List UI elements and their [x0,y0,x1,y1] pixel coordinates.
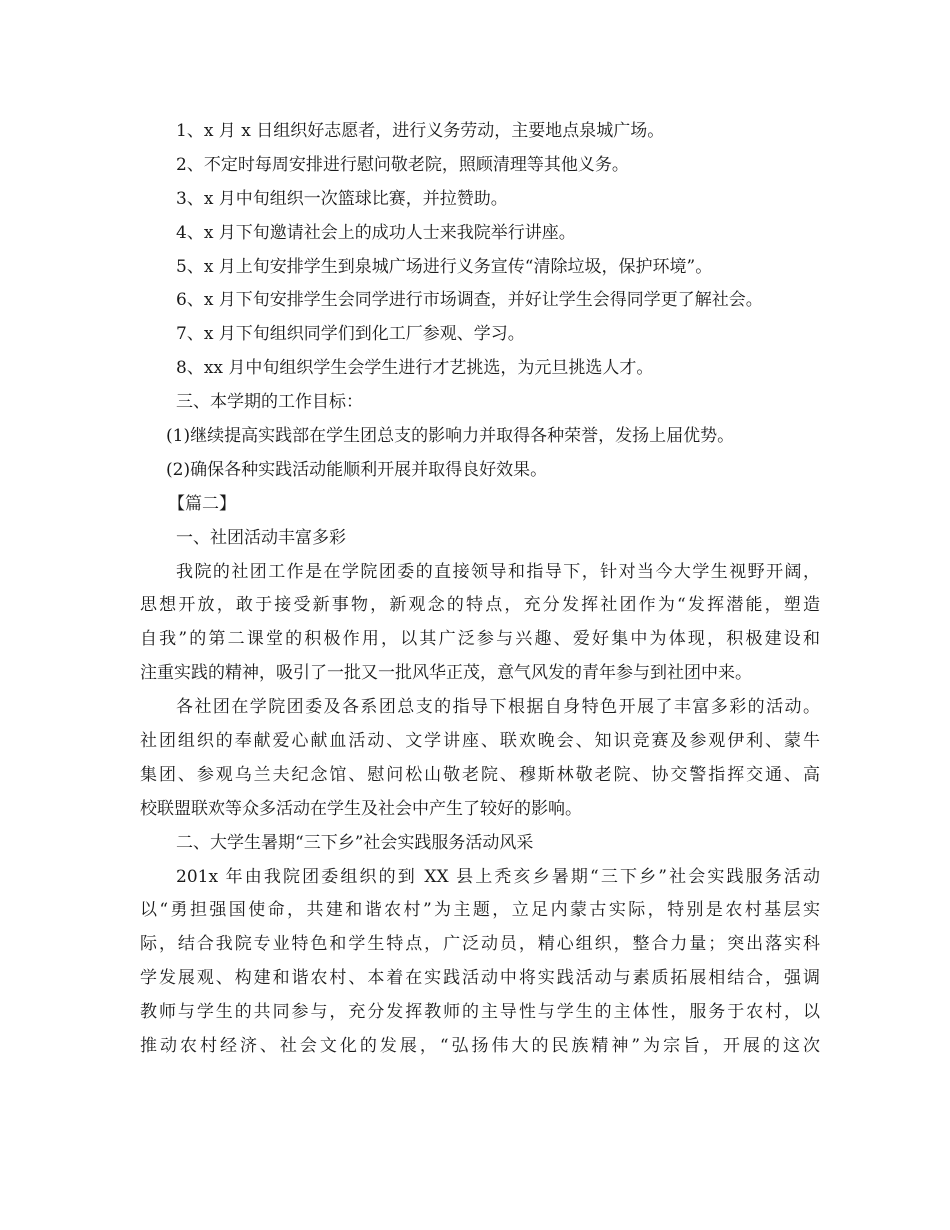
document-body [0,115,950,1064]
paragraph-two-line: 集团、参观乌兰夫纪念馆、慰问松山敬老院、穆斯林敬老院、协交警指挥交通、高 [140,764,820,785]
list-item: 5、x 月上旬安排学生到泉城广场进行义务宣传“清除垃圾，保护环境”。 [176,256,713,277]
paragraph-two-line: 校联盟联欢等众多活动在学生及社会中产生了较好的影响。 [140,798,582,819]
section-one-heading: 一、社团活动丰富多彩 [176,527,346,548]
list-item: 2、不定时每周安排进行慰问敬老院，照顾清理等其他义务。 [176,154,629,175]
goal-item: (1)继续提高实践部在学生团总支的影响力并取得各种荣誉，发扬上届优势。 [166,426,735,447]
paragraph-three-line: 以“勇担强国使命，共建和谐农村”为主题，立足内蒙古实际，特别是农村基层实 [140,900,820,921]
list-item: 6、x 月下旬安排学生会同学进行市场调查，并好让学生会得同学更了解社会。 [176,290,763,311]
paragraph-one-line: 我院的社团工作是在学院团委的直接领导和指导下，针对当今大学生视野开阔， [176,561,820,582]
list-item: 3、x 月中旬组织一次篮球比赛，并拉赞助。 [176,188,508,209]
part-two-label: 【篇二】 [168,493,236,514]
paragraph-three-line: 学发展观、构建和谐农村、本着在实践活动中将实践活动与素质拓展相结合，强调 [140,968,820,989]
paragraph-one-line: 注重实践的精神，吸引了一批又一批风华正茂，意气风发的青年参与到社团中来。 [140,663,752,684]
paragraph-two-line: 社团组织的奉献爱心献血活动、文学讲座、联欢晚会、知识竞赛及参观伊利、蒙牛 [140,731,820,752]
list-item: 4、x 月下旬邀请社会上的成功人士来我院举行讲座。 [176,222,576,243]
section-two-heading: 二、大学生暑期“三下乡”社会实践服务活动风采 [176,832,534,853]
paragraph-one-line: 自我”的第二课堂的积极作用，以其广泛参与兴趣、爱好集中为体现，积极建设和 [140,629,820,650]
list-item: 7、x 月下旬组织同学们到化工厂参观、学习。 [176,324,525,345]
paragraph-two-line: 各社团在学院团委及各系团总支的指导下根据自身特色开展了丰富多彩的活动。 [176,697,820,718]
paragraph-three-line: 201x 年由我院团委组织的到 XX 县上秃亥乡暑期“三下乡”社会实践服务活动 [176,866,820,887]
goal-item: (2)确保各种实践活动能顺利开展并取得良好效果。 [166,459,548,480]
paragraph-one-line: 思想开放，敢于接受新事物，新观念的特点，充分发挥社团作为“发挥潜能，塑造 [140,595,820,616]
list-item: 8、xx 月中旬组织学生会学生进行才艺挑选，为元旦挑选人才。 [176,358,654,379]
goals-heading: 三、本学期的工作目标： [176,392,363,413]
paragraph-three-line: 际，结合我院专业特色和学生特点，广泛动员，精心组织，整合力量；突出落实科 [140,934,820,955]
list-item: 1、x 月 x 日组织好志愿者，进行义务劳动，主要地点泉城广场。 [176,121,665,141]
paragraph-three-line: 教师与学生的共同参与，充分发挥教师的主导性与学生的主体性，服务于农村，以 [140,1002,820,1023]
paragraph-three-line: 推动农村经济、社会文化的发展，“弘扬伟大的民族精神”为宗旨，开展的这次 [140,1036,820,1057]
